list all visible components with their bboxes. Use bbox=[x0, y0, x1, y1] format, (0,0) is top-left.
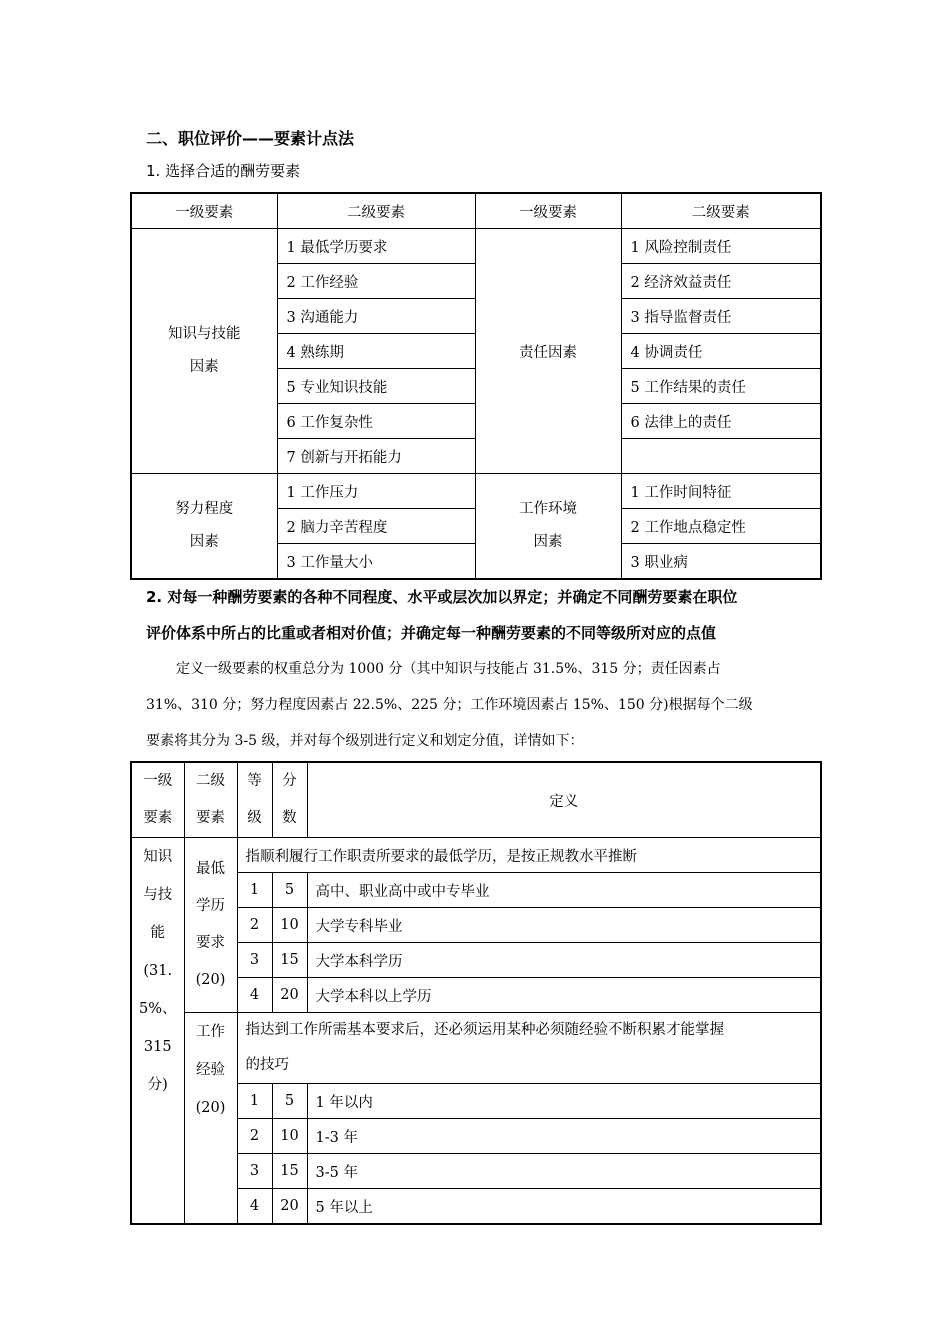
secondary-factor: 7 创新与开拓能力 bbox=[277, 439, 475, 474]
cell-line: 5%、 bbox=[138, 1001, 177, 1017]
cell-line: (20) bbox=[195, 972, 226, 988]
table-row bbox=[131, 229, 821, 264]
secondary-factor: 4 熟练期 bbox=[277, 334, 475, 369]
grade-cell: 3 bbox=[237, 943, 272, 978]
header-line: 要素 bbox=[143, 810, 173, 826]
cell-line: 学历 bbox=[196, 898, 225, 914]
header-cell: 二级要素 bbox=[277, 193, 475, 229]
definition-cell bbox=[237, 1013, 821, 1084]
score-cell: 5 bbox=[272, 873, 307, 908]
cell-line: (31. bbox=[143, 963, 173, 979]
factor-name-line: 因素 bbox=[533, 534, 563, 550]
header-cell bbox=[184, 762, 237, 838]
cell-line: 要求 bbox=[196, 935, 225, 951]
header-line: 分 bbox=[282, 773, 297, 789]
score-cell: 20 bbox=[272, 1189, 307, 1225]
table-row bbox=[131, 838, 821, 873]
secondary-factor: 4 协调责任 bbox=[621, 334, 821, 369]
factor-name-line: 努力程度 bbox=[175, 501, 234, 517]
secondary-factor bbox=[621, 439, 821, 474]
grade-cell: 2 bbox=[237, 1119, 272, 1154]
level-definition-cell: 高中、职业高中或中专毕业 bbox=[307, 873, 821, 908]
body-paragraph-line: 定义一级要素的权重总分为 1000 分（其中知识与技能占 31.5%、315 分；责任因素占 bbox=[176, 661, 721, 677]
score-cell: 10 bbox=[272, 1119, 307, 1154]
grade-cell: 1 bbox=[237, 873, 272, 908]
secondary-factor: 2 工作地点稳定性 bbox=[621, 509, 821, 544]
secondary-factor: 3 沟通能力 bbox=[277, 299, 475, 334]
cell-line: 经验 bbox=[196, 1062, 225, 1078]
level-definition-cell: 大学本科以上学历 bbox=[307, 978, 821, 1013]
factor-name-line: 知识与技能 bbox=[168, 326, 241, 342]
score-cell: 15 bbox=[272, 1154, 307, 1189]
factor-name-line: 因素 bbox=[189, 359, 219, 375]
level-definition-cell: 大学本科学历 bbox=[307, 943, 821, 978]
header-line: 二级 bbox=[196, 773, 225, 789]
header-cell: 一级要素 bbox=[131, 193, 277, 229]
score-cell: 10 bbox=[272, 908, 307, 943]
cell-line: 工作 bbox=[196, 1024, 225, 1040]
primary-factor-knowledge bbox=[131, 229, 277, 474]
cell-line: 与技 bbox=[143, 887, 173, 903]
section2-line: 评价体系中所占的比重或者相对价值；并确定每一种酬劳要素的不同等级所对应的点值 bbox=[146, 624, 717, 642]
level-definition-cell: 1-3 年 bbox=[307, 1119, 821, 1154]
secondary-factor: 1 工作时间特征 bbox=[621, 474, 821, 509]
primary-factor-effort bbox=[131, 474, 277, 580]
header-cell: 定义 bbox=[307, 762, 821, 838]
primary-factor-cell bbox=[131, 838, 184, 1225]
secondary-factor: 3 职业病 bbox=[621, 544, 821, 580]
table-row bbox=[131, 474, 821, 509]
definition-line: 的技巧 bbox=[245, 1057, 289, 1073]
secondary-factor: 2 脑力辛苦程度 bbox=[277, 509, 475, 544]
cell-line: 能 bbox=[150, 925, 165, 941]
score-cell: 5 bbox=[272, 1084, 307, 1119]
factor-name-line: 工作环境 bbox=[519, 501, 577, 517]
header-line: 等 bbox=[247, 773, 262, 789]
body-paragraph-line: 31%、310 分；努力程度因素占 22.5%、225 分；工作环境因素占 15%、150 分)根据每个二级 bbox=[146, 697, 753, 713]
section-heading: 二、职位评价——要素计点法 bbox=[146, 129, 355, 148]
header-cell: 二级要素 bbox=[621, 193, 821, 229]
secondary-factor: 2 工作经验 bbox=[277, 264, 475, 299]
secondary-factor: 3 工作量大小 bbox=[277, 544, 475, 580]
factor-name-line: 因素 bbox=[189, 534, 219, 550]
definition-cell: 指顺利履行工作职责所要求的最低学历，是按正规教水平推断 bbox=[237, 838, 821, 873]
cell-line: (20) bbox=[195, 1100, 226, 1116]
grade-cell: 3 bbox=[237, 1154, 272, 1189]
score-cell: 15 bbox=[272, 943, 307, 978]
secondary-factor: 5 工作结果的责任 bbox=[621, 369, 821, 404]
body-paragraph-line: 要素将其分为 3-5 级，并对每个级别进行定义和划定分值，详情如下： bbox=[146, 733, 584, 749]
secondary-factor: 6 工作复杂性 bbox=[277, 404, 475, 439]
grade-cell: 2 bbox=[237, 908, 272, 943]
factor-selection-table bbox=[130, 192, 822, 580]
secondary-factor: 6 法律上的责任 bbox=[621, 404, 821, 439]
primary-factor-environment bbox=[475, 474, 621, 580]
header-line: 一级 bbox=[143, 773, 173, 789]
section1-title: 1. 选择合适的酬劳要素 bbox=[146, 162, 301, 180]
table-header-row bbox=[131, 193, 821, 229]
secondary-factor-cell bbox=[184, 1013, 237, 1225]
cell-line: 知识 bbox=[143, 849, 173, 865]
secondary-factor: 1 风险控制责任 bbox=[621, 229, 821, 264]
header-cell: 一级要素 bbox=[475, 193, 621, 229]
header-line: 数 bbox=[282, 810, 297, 826]
secondary-factor-cell bbox=[184, 838, 237, 1013]
grade-cell: 4 bbox=[237, 978, 272, 1013]
score-cell: 20 bbox=[272, 978, 307, 1013]
level-definition-cell: 1 年以内 bbox=[307, 1084, 821, 1119]
grade-cell: 1 bbox=[237, 1084, 272, 1119]
secondary-factor: 2 经济效益责任 bbox=[621, 264, 821, 299]
header-line: 级 bbox=[247, 810, 262, 826]
factor-grading-table bbox=[130, 761, 822, 1225]
table-header-row bbox=[131, 762, 821, 838]
header-line: 要素 bbox=[196, 810, 225, 826]
level-definition-cell: 5 年以上 bbox=[307, 1189, 821, 1225]
primary-factor-responsibility: 责任因素 bbox=[475, 229, 621, 474]
secondary-factor: 1 最低学历要求 bbox=[277, 229, 475, 264]
definition-line: 指达到工作所需基本要求后，还必须运用某种必须随经验不断积累才能掌握 bbox=[245, 1022, 724, 1038]
secondary-factor: 3 指导监督责任 bbox=[621, 299, 821, 334]
grade-cell: 4 bbox=[237, 1189, 272, 1225]
secondary-factor: 1 工作压力 bbox=[277, 474, 475, 509]
cell-line: 315 bbox=[143, 1039, 172, 1055]
cell-line: 最低 bbox=[196, 861, 225, 877]
section2-line: 2. 对每一种酬劳要素的各种不同程度、水平或层次加以界定；并确定不同酬劳要素在职位 bbox=[146, 588, 738, 606]
cell-line: 分) bbox=[147, 1077, 168, 1093]
header-cell bbox=[131, 762, 184, 838]
secondary-factor: 5 专业知识技能 bbox=[277, 369, 475, 404]
header-cell bbox=[237, 762, 272, 838]
level-definition-cell: 3-5 年 bbox=[307, 1154, 821, 1189]
level-definition-cell: 大学专科毕业 bbox=[307, 908, 821, 943]
header-cell bbox=[272, 762, 307, 838]
